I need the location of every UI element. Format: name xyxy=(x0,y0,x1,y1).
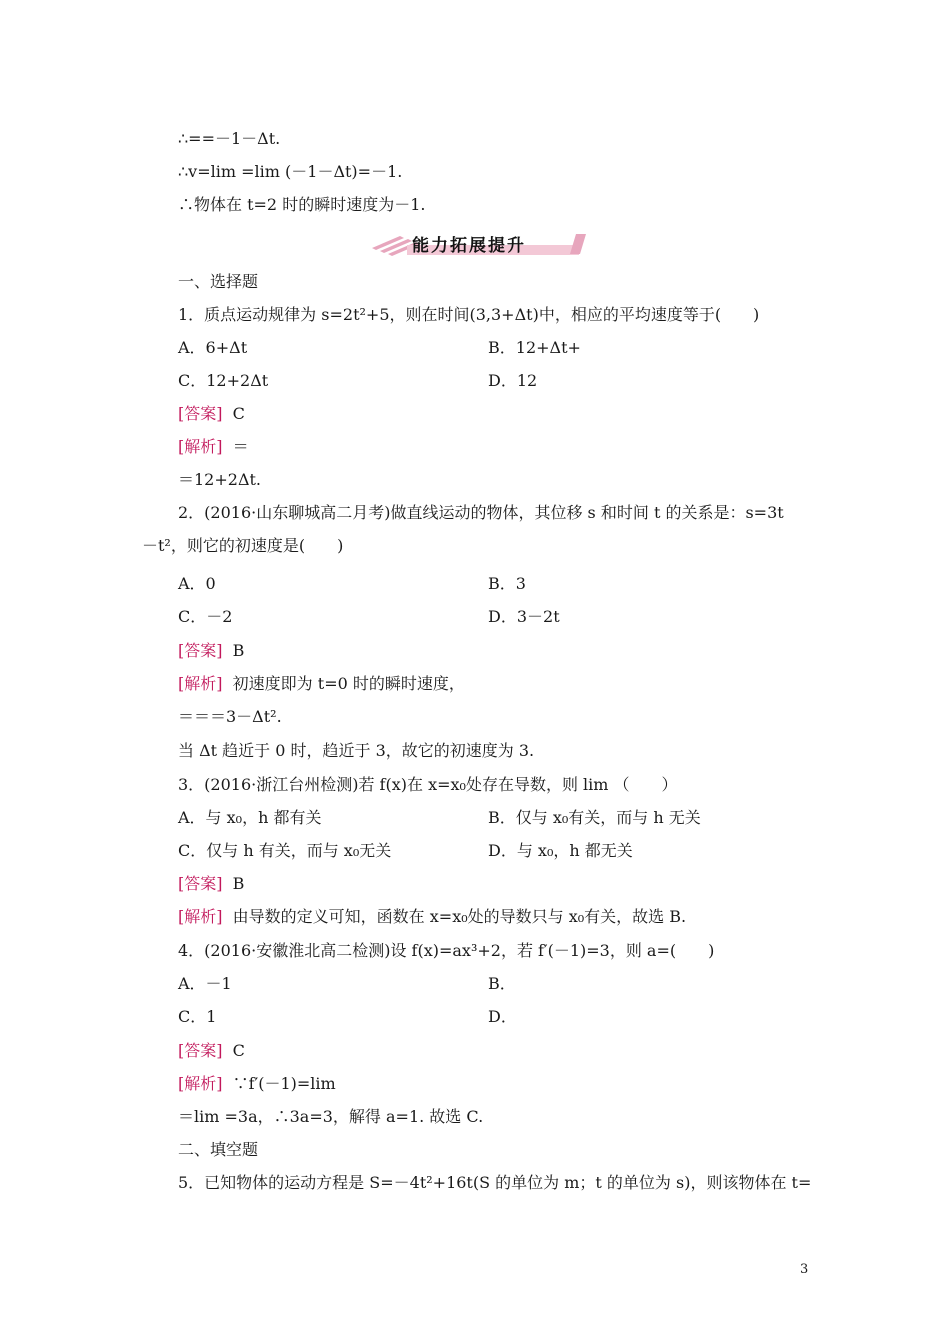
option-d: D． xyxy=(488,1007,517,1026)
answer-label: [答案] xyxy=(178,1041,223,1060)
section-title: 二、填空题 xyxy=(178,1140,259,1159)
question-stem-cont: －t²，则它的初速度是( ) xyxy=(142,536,344,555)
option-a: A．－1 xyxy=(178,974,232,993)
section-banner xyxy=(352,228,590,258)
analysis-line xyxy=(178,1073,336,1095)
analysis-label: [解析] xyxy=(178,437,223,456)
option-c: C．仅与 h 有关，而与 x₀无关 xyxy=(178,841,392,860)
analysis-text: ＝ xyxy=(232,437,249,456)
analysis-line xyxy=(178,436,249,458)
option-d: D．12 xyxy=(488,371,538,390)
question-stem: 2．(2016·山东聊城高二月考)做直线运动的物体，其位移 s 和时间 t 的关系是：s=3t xyxy=(178,503,784,522)
option-b: B．12+Δt+ xyxy=(488,338,581,357)
analysis-line: 当 Δt 趋近于 0 时，趋近于 3，故它的初速度为 3. xyxy=(178,741,535,760)
option-c: C．1 xyxy=(178,1007,217,1026)
section-title: 一、选择题 xyxy=(178,272,259,291)
banner-title: 能力拓展提升 xyxy=(412,236,526,256)
question-stem: 5．已知物体的运动方程是 S=－4t²+16t(S 的单位为 m；t 的单位为 s)，则该物体在 t= xyxy=(178,1173,812,1192)
analysis-text: 由导数的定义可知，函数在 x=x₀处的导数只与 x₀有关，故选 B. xyxy=(232,907,687,926)
option-c: C．－2 xyxy=(178,607,233,626)
option-a: A．6+Δt xyxy=(178,338,248,357)
question-stem: 4．(2016·安徽淮北高二检测)设 f(x)=ax³+2，若 f′(－1)=3，则 a=( ) xyxy=(178,941,715,960)
analysis-label: [解析] xyxy=(178,907,223,926)
answer-label: [答案] xyxy=(178,874,223,893)
analysis-line xyxy=(178,906,686,928)
answer-line xyxy=(178,403,245,425)
answer-label: [答案] xyxy=(178,641,223,660)
analysis-line xyxy=(178,673,465,695)
analysis-text: 初速度即为 t=0 时的瞬时速度， xyxy=(232,674,465,693)
option-d: D．3－2t xyxy=(488,607,560,626)
answer-value: C xyxy=(232,404,245,423)
text-line: ∴==－1－Δt. xyxy=(178,129,281,148)
option-b: B． xyxy=(488,974,516,993)
answer-value: B xyxy=(232,874,245,893)
option-b: B．仅与 x₀有关，而与 h 无关 xyxy=(488,808,701,827)
page-number: 3 xyxy=(800,1262,809,1277)
text-line: ∴v=lim =lim (－1－Δt)=－1. xyxy=(178,162,403,181)
question-stem: 3．(2016·浙江台州检测)若 f(x)在 x=x₀处存在导数，则 lim （ ） xyxy=(178,775,678,794)
option-a: A．与 x₀，h 都有关 xyxy=(178,808,322,827)
analysis-line: ＝lim =3a，∴3a=3，解得 a=1. 故选 C. xyxy=(178,1107,484,1126)
option-a: A．0 xyxy=(178,574,216,593)
analysis-label: [解析] xyxy=(178,674,223,693)
analysis-line: ＝12+2Δt. xyxy=(178,470,262,489)
text-line: ∴物体在 t=2 时的瞬时速度为－1. xyxy=(178,195,426,214)
option-d: D．与 x₀，h 都无关 xyxy=(488,841,633,860)
question-stem: 1．质点运动规律为 s=2t²+5，则在时间(3,3+Δt)中，相应的平均速度等于( ) xyxy=(178,305,760,324)
answer-line xyxy=(178,1040,245,1062)
analysis-label: [解析] xyxy=(178,1074,223,1093)
analysis-line: ＝＝＝3－Δt². xyxy=(178,707,282,726)
answer-value: B xyxy=(232,641,245,660)
option-c: C．12+2Δt xyxy=(178,371,269,390)
answer-label: [答案] xyxy=(178,404,223,423)
analysis-text: ∵f′(－1)=lim xyxy=(232,1074,336,1093)
answer-value: C xyxy=(232,1041,245,1060)
answer-line xyxy=(178,640,244,662)
option-b: B．3 xyxy=(488,574,526,593)
answer-line xyxy=(178,873,244,895)
